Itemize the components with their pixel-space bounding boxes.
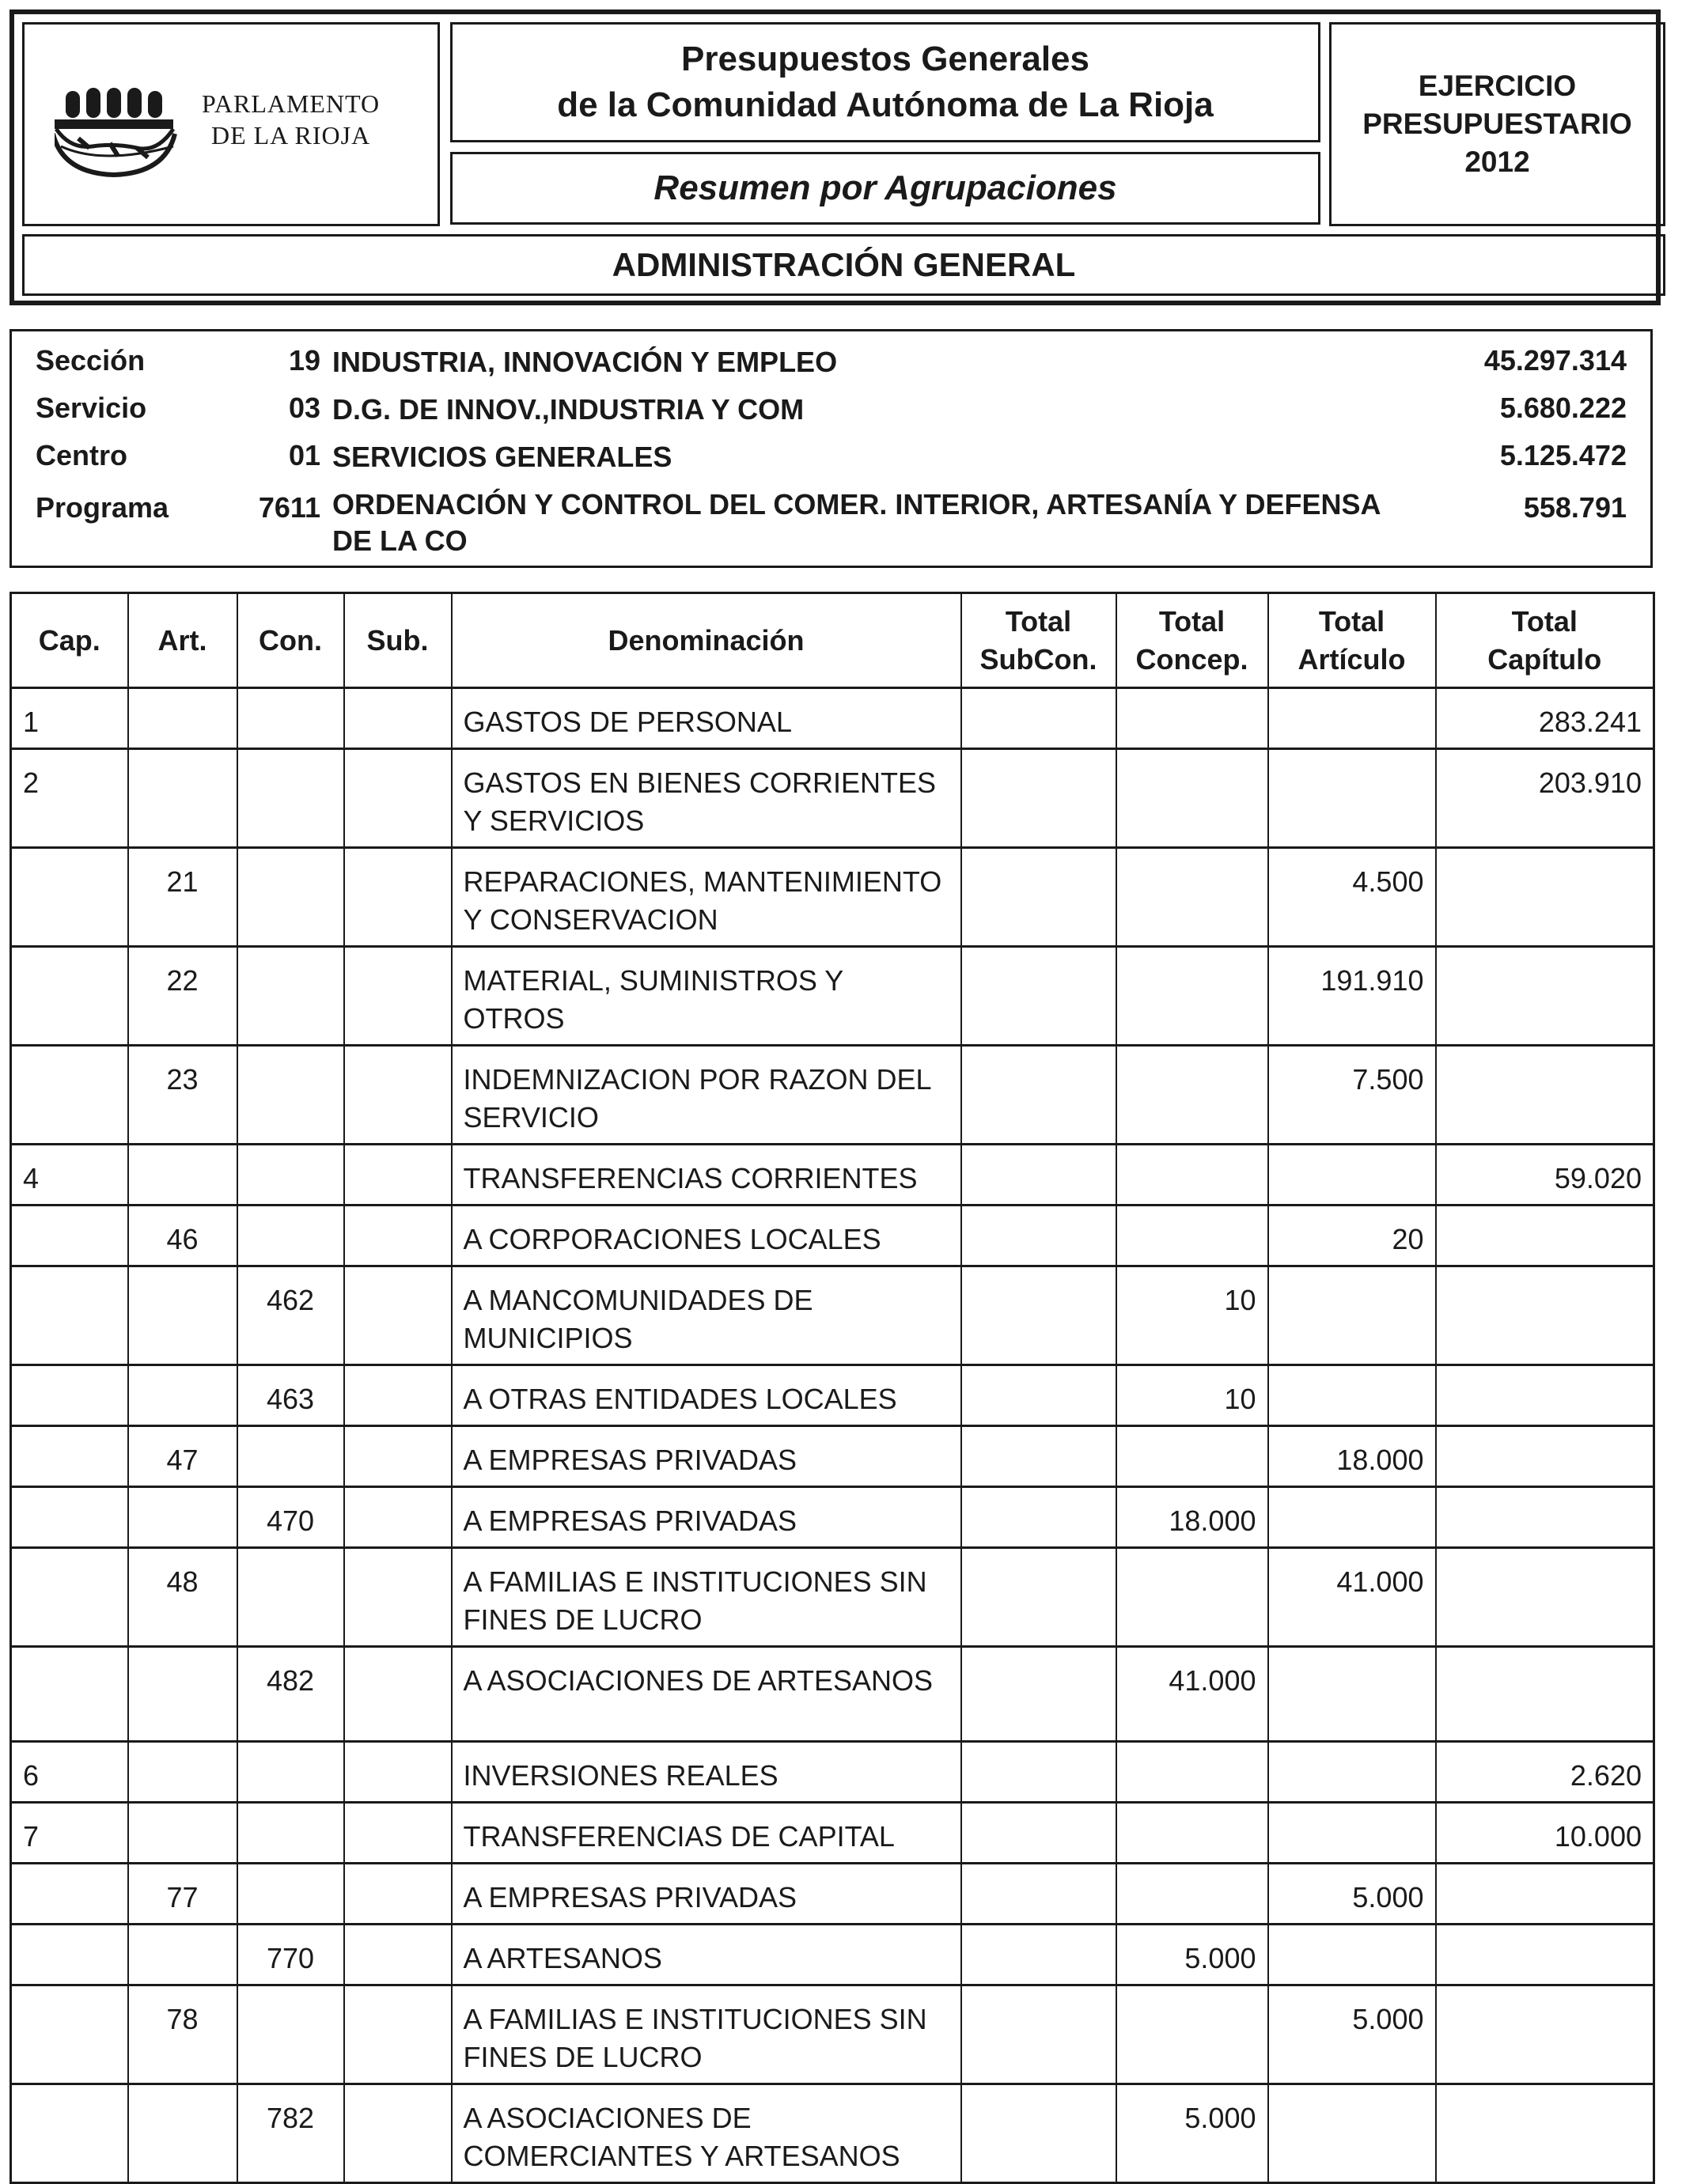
cell-den: A EMPRESAS PRIVADAS	[452, 1487, 961, 1548]
cell-cap	[11, 1548, 128, 1647]
column-header-total-concep: Total Concep.	[1116, 593, 1268, 688]
parliament-logo-icon	[55, 70, 197, 181]
cell-capitulo: 2.620	[1436, 1742, 1654, 1803]
cell-art: 48	[128, 1548, 237, 1647]
cell-concep	[1116, 749, 1268, 848]
cell-capitulo	[1436, 947, 1654, 1046]
table-row	[11, 1145, 1654, 1206]
cell-articulo: 20	[1268, 1206, 1436, 1266]
cell-concep	[1116, 848, 1268, 947]
column-header-sub: Sub.	[344, 593, 452, 688]
logo-text	[202, 88, 380, 151]
cell-art: 47	[128, 1426, 237, 1487]
cell-den: INVERSIONES REALES	[452, 1742, 961, 1803]
cell-con	[237, 1046, 344, 1145]
table-row	[11, 1742, 1654, 1803]
table-row	[11, 1206, 1654, 1266]
cell-con	[237, 1985, 344, 2084]
cell-capitulo	[1436, 1206, 1654, 1266]
cell-den: GASTOS EN BIENES CORRIENTES Y SERVICIOS	[452, 749, 961, 848]
cell-subcon	[961, 1145, 1116, 1206]
table-row	[11, 2084, 1654, 2183]
info-row-servicio	[12, 392, 1650, 431]
cell-capitulo: 59.020	[1436, 1145, 1654, 1206]
cell-art: 22	[128, 947, 237, 1046]
cell-art	[128, 1925, 237, 1985]
cell-art	[128, 1145, 237, 1206]
cell-subcon	[961, 1925, 1116, 1985]
cell-con	[237, 1548, 344, 1647]
info-row-centro	[12, 439, 1650, 479]
cell-sub	[344, 1206, 452, 1266]
cell-den: A ASOCIACIONES DE ARTESANOS	[452, 1647, 961, 1742]
cell-con	[237, 688, 344, 749]
cell-sub	[344, 1266, 452, 1365]
cell-art	[128, 1487, 237, 1548]
cell-den: TRANSFERENCIAS CORRIENTES	[452, 1145, 961, 1206]
table-row	[11, 1266, 1654, 1365]
cell-den: A ARTESANOS	[452, 1925, 961, 1985]
cell-den: INDEMNIZACION POR RAZON DEL SERVICIO	[452, 1046, 961, 1145]
cell-concep	[1116, 1864, 1268, 1925]
info-label: Programa	[36, 491, 169, 524]
cell-concep	[1116, 688, 1268, 749]
table-row	[11, 1426, 1654, 1487]
cell-con	[237, 947, 344, 1046]
cell-capitulo: 283.241	[1436, 688, 1654, 749]
cell-den: A FAMILIAS E INSTITUCIONES SIN FINES DE LUCRO	[452, 1985, 961, 2084]
info-code: 01	[288, 439, 320, 471]
info-amount: 558.791	[1523, 491, 1627, 524]
info-code: 03	[288, 392, 320, 424]
admin-panel	[22, 234, 1665, 296]
cell-concep: 10	[1116, 1365, 1268, 1426]
cell-sub	[344, 2084, 452, 2183]
cell-cap	[11, 1487, 128, 1548]
info-amount: 5.680.222	[1499, 392, 1627, 424]
cell-con	[237, 1206, 344, 1266]
cell-subcon	[961, 1548, 1116, 1647]
cell-con	[237, 848, 344, 947]
cell-den: A EMPRESAS PRIVADAS	[452, 1426, 961, 1487]
cell-articulo	[1268, 1803, 1436, 1864]
cell-con	[237, 1864, 344, 1925]
info-label: Sección	[36, 344, 146, 377]
cell-concep	[1116, 947, 1268, 1046]
table-row	[11, 1046, 1654, 1145]
cell-subcon	[961, 1803, 1116, 1864]
table-row	[11, 947, 1654, 1046]
cell-art	[128, 749, 237, 848]
cell-cap	[11, 1266, 128, 1365]
cell-con: 770	[237, 1925, 344, 1985]
cell-articulo	[1268, 1266, 1436, 1365]
info-row-programa	[12, 486, 1650, 566]
cell-art: 23	[128, 1046, 237, 1145]
info-label: Centro	[36, 439, 127, 471]
cell-art: 46	[128, 1206, 237, 1266]
cell-subcon	[961, 749, 1116, 848]
table-row	[11, 688, 1654, 749]
year-label-line2: PRESUPUESTARIO	[1362, 108, 1632, 140]
cell-art: 77	[128, 1864, 237, 1925]
logo-panel	[22, 22, 440, 226]
cell-con	[237, 1742, 344, 1803]
cell-sub	[344, 1803, 452, 1864]
cell-capitulo	[1436, 1487, 1654, 1548]
cell-articulo	[1268, 749, 1436, 848]
cell-sub	[344, 1487, 452, 1548]
cell-articulo	[1268, 688, 1436, 749]
table-row	[11, 749, 1654, 848]
column-header-total-articulo: Total Artículo	[1268, 593, 1436, 688]
cell-den: GASTOS DE PERSONAL	[452, 688, 961, 749]
cell-den: TRANSFERENCIAS DE CAPITAL	[452, 1803, 961, 1864]
cell-cap	[11, 2084, 128, 2183]
cell-subcon	[961, 688, 1116, 749]
table-row	[11, 1548, 1654, 1647]
cell-cap	[11, 1864, 128, 1925]
cell-articulo: 18.000	[1268, 1426, 1436, 1487]
cell-concep	[1116, 1985, 1268, 2084]
cell-den: A MANCOMUNIDADES DE MUNICIPIOS	[452, 1266, 961, 1365]
info-amount: 45.297.314	[1483, 344, 1627, 377]
cell-capitulo	[1436, 1925, 1654, 1985]
info-row-seccion	[12, 344, 1650, 384]
cell-subcon	[961, 848, 1116, 947]
cell-sub	[344, 1145, 452, 1206]
cell-articulo	[1268, 2084, 1436, 2183]
info-name: D.G. DE INNOV.,INDUSTRIA Y COM	[332, 393, 805, 426]
cell-subcon	[961, 1266, 1116, 1365]
cell-articulo: 7.500	[1268, 1046, 1436, 1145]
cell-den: A EMPRESAS PRIVADAS	[452, 1864, 961, 1925]
cell-subcon	[961, 1487, 1116, 1548]
cell-cap: 6	[11, 1742, 128, 1803]
cell-articulo	[1268, 1647, 1436, 1742]
cell-subcon	[961, 2084, 1116, 2183]
cell-capitulo	[1436, 1985, 1654, 2084]
info-code: 7611	[258, 491, 320, 524]
cell-articulo: 5.000	[1268, 1985, 1436, 2084]
table-row	[11, 1487, 1654, 1548]
cell-cap	[11, 1365, 128, 1426]
cell-sub	[344, 688, 452, 749]
cell-concep	[1116, 1742, 1268, 1803]
cell-articulo	[1268, 1145, 1436, 1206]
cell-sub	[344, 1647, 452, 1742]
cell-subcon	[961, 1647, 1116, 1742]
year-label-line1: EJERCICIO	[1418, 70, 1577, 102]
cell-concep: 5.000	[1116, 1925, 1268, 1985]
cell-cap	[11, 1925, 128, 1985]
cell-art	[128, 1647, 237, 1742]
table-header-row	[11, 593, 1654, 688]
info-name: ORDENACIÓN Y CONTROL DEL COMER. INTERIOR, ARTESANÍA Y DEFENSA DE LA CO	[332, 488, 1381, 557]
cell-concep: 41.000	[1116, 1647, 1268, 1742]
cell-art	[128, 1742, 237, 1803]
cell-concep	[1116, 1548, 1268, 1647]
cell-art	[128, 1803, 237, 1864]
cell-concep: 10	[1116, 1266, 1268, 1365]
cell-sub	[344, 848, 452, 947]
table-row	[11, 1803, 1654, 1864]
cell-concep	[1116, 1046, 1268, 1145]
cell-articulo	[1268, 1365, 1436, 1426]
cell-sub	[344, 1046, 452, 1145]
document-title-line2: de la Comunidad Autónoma de La Rioja	[557, 85, 1214, 124]
table-row	[11, 1365, 1654, 1426]
cell-cap	[11, 1046, 128, 1145]
cell-con	[237, 1426, 344, 1487]
cell-subcon	[961, 947, 1116, 1046]
cell-den: A OTRAS ENTIDADES LOCALES	[452, 1365, 961, 1426]
cell-concep	[1116, 1426, 1268, 1487]
cell-sub	[344, 1426, 452, 1487]
cell-cap	[11, 848, 128, 947]
info-label: Servicio	[36, 392, 147, 424]
cell-concep: 18.000	[1116, 1487, 1268, 1548]
cell-concep: 5.000	[1116, 2084, 1268, 2183]
table-row	[11, 848, 1654, 947]
cell-sub	[344, 1925, 452, 1985]
cell-capitulo	[1436, 1647, 1654, 1742]
cell-subcon	[961, 1985, 1116, 2084]
cell-sub	[344, 1985, 452, 2084]
cell-den: A ASOCIACIONES DE COMERCIANTES Y ARTESANOS	[452, 2084, 961, 2183]
budget-table	[9, 592, 1655, 2184]
column-header-art: Art.	[128, 593, 237, 688]
cell-articulo: 5.000	[1268, 1864, 1436, 1925]
cell-articulo: 4.500	[1268, 848, 1436, 947]
info-code: 19	[288, 344, 320, 377]
cell-con: 470	[237, 1487, 344, 1548]
subtitle-panel	[450, 152, 1320, 225]
cell-cap: 7	[11, 1803, 128, 1864]
cell-capitulo	[1436, 848, 1654, 947]
cell-subcon	[961, 1365, 1116, 1426]
cell-articulo	[1268, 1742, 1436, 1803]
cell-subcon	[961, 1742, 1116, 1803]
cell-articulo: 191.910	[1268, 947, 1436, 1046]
cell-art: 78	[128, 1985, 237, 2084]
info-name: SERVICIOS GENERALES	[332, 441, 672, 473]
cell-con	[237, 1145, 344, 1206]
column-header-total-capitulo: Total Capítulo	[1436, 593, 1654, 688]
cell-articulo: 41.000	[1268, 1548, 1436, 1647]
cell-con: 462	[237, 1266, 344, 1365]
cell-concep	[1116, 1145, 1268, 1206]
cell-capitulo	[1436, 1046, 1654, 1145]
cell-capitulo	[1436, 2084, 1654, 2183]
cell-concep	[1116, 1803, 1268, 1864]
column-header-denominacion: Denominación	[452, 593, 961, 688]
cell-con: 482	[237, 1647, 344, 1742]
cell-con: 782	[237, 2084, 344, 2183]
cell-articulo	[1268, 1925, 1436, 1985]
cell-articulo	[1268, 1487, 1436, 1548]
fiscal-year: 2012	[1464, 146, 1530, 178]
cell-sub	[344, 1742, 452, 1803]
admin-title: ADMINISTRACIÓN GENERAL	[612, 246, 1076, 283]
cell-cap	[11, 947, 128, 1046]
table-row	[11, 1985, 1654, 2084]
cell-sub	[344, 1548, 452, 1647]
cell-den: MATERIAL, SUMINISTROS Y OTROS	[452, 947, 961, 1046]
cell-capitulo	[1436, 1426, 1654, 1487]
cell-capitulo	[1436, 1266, 1654, 1365]
cell-sub	[344, 947, 452, 1046]
cell-cap	[11, 1206, 128, 1266]
cell-cap	[11, 1647, 128, 1742]
logo-text-line1: PARLAMENTO	[202, 89, 381, 118]
cell-capitulo	[1436, 1365, 1654, 1426]
cell-den: REPARACIONES, MANTENIMIENTO Y CONSERVACION	[452, 848, 961, 947]
cell-art	[128, 1266, 237, 1365]
budget-info-panel	[9, 329, 1653, 568]
cell-den: A FAMILIAS E INSTITUCIONES SIN FINES DE LUCRO	[452, 1548, 961, 1647]
logo-text-line2: DE LA RIOJA	[210, 121, 371, 150]
title-panel	[450, 22, 1320, 142]
cell-con	[237, 1803, 344, 1864]
fiscal-year-panel	[1329, 22, 1665, 226]
cell-capitulo: 10.000	[1436, 1803, 1654, 1864]
cell-art	[128, 688, 237, 749]
column-header-con: Con.	[237, 593, 344, 688]
cell-con: 463	[237, 1365, 344, 1426]
column-header-total-subcon: Total SubCon.	[961, 593, 1116, 688]
info-amount: 5.125.472	[1499, 439, 1627, 471]
cell-capitulo	[1436, 1548, 1654, 1647]
cell-sub	[344, 1365, 452, 1426]
table-row	[11, 1925, 1654, 1985]
cell-cap: 2	[11, 749, 128, 848]
cell-sub	[344, 749, 452, 848]
document-title-line1: Presupuestos Generales	[680, 40, 1089, 78]
cell-capitulo: 203.910	[1436, 749, 1654, 848]
cell-cap: 1	[11, 688, 128, 749]
info-name: INDUSTRIA, INNOVACIÓN Y EMPLEO	[332, 346, 838, 378]
cell-den: A CORPORACIONES LOCALES	[452, 1206, 961, 1266]
cell-concep	[1116, 1206, 1268, 1266]
cell-cap	[11, 1985, 128, 2084]
document-subtitle: Resumen por Agrupaciones	[653, 168, 1117, 207]
cell-subcon	[961, 1206, 1116, 1266]
cell-art: 21	[128, 848, 237, 947]
cell-subcon	[961, 1046, 1116, 1145]
cell-sub	[344, 1864, 452, 1925]
column-header-cap: Cap.	[11, 593, 128, 688]
table-row	[11, 1647, 1654, 1742]
table-row	[11, 1864, 1654, 1925]
cell-art	[128, 2084, 237, 2183]
cell-subcon	[961, 1426, 1116, 1487]
cell-capitulo	[1436, 1864, 1654, 1925]
cell-subcon	[961, 1864, 1116, 1925]
cell-con	[237, 749, 344, 848]
cell-art	[128, 1365, 237, 1426]
cell-cap: 4	[11, 1145, 128, 1206]
cell-cap	[11, 1426, 128, 1487]
